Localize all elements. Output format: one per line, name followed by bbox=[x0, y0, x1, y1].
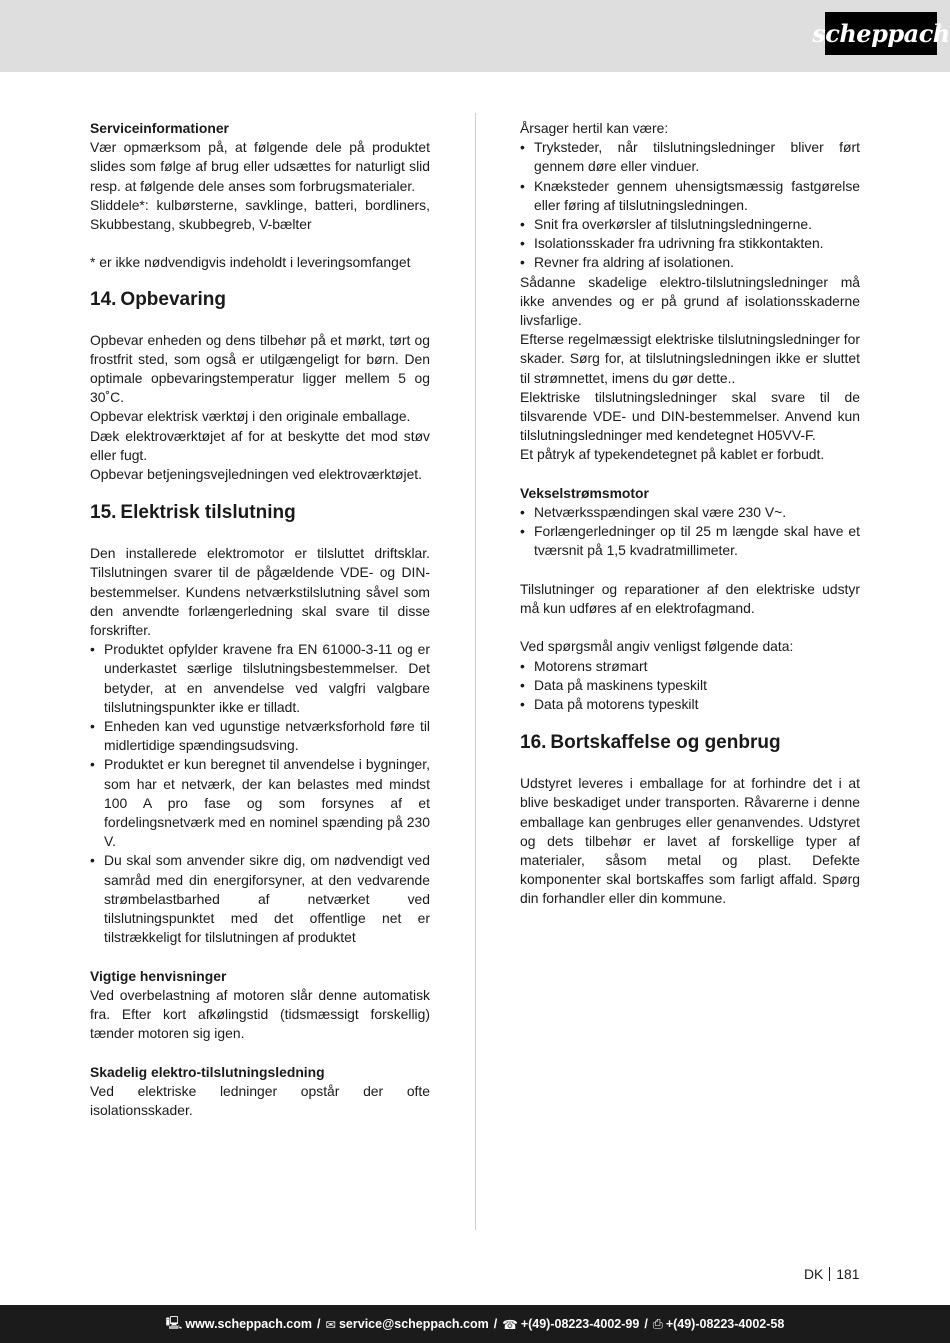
header-band bbox=[0, 0, 950, 72]
section-number: 16. bbox=[520, 732, 547, 754]
list-item: • Motorens strømart bbox=[520, 657, 860, 676]
damaged-cable-text: Ved elektriske ledninger opstår der ofte isolationsskader. bbox=[90, 1082, 430, 1119]
list-item: • Netværksspændingen skal være 230 V~. bbox=[520, 503, 860, 522]
list-item: • Produktet er kun beregnet til anvendelse i bygninger, som har et netværk, der kan belastes med mindst 100 A pro fase og som forsynes af et fordelingsnetværk med en nominel spænding på 230 V. bbox=[90, 755, 430, 851]
list-item: • Produktet opfylder kravene fra EN 61000-3-11 og er underkastet særlige tilslutningsbestemmelser. Det betyder, at en anvendelse ved valgfri valgbare tilslutningspunkter ikke er tilladt. bbox=[90, 640, 430, 717]
section-title: Opbevaring bbox=[120, 288, 226, 310]
questions-list bbox=[520, 657, 860, 715]
footer-separator: / bbox=[644, 1317, 648, 1331]
email-icon: ✉ bbox=[325, 1317, 336, 1332]
causes-intro: Årsager hertil kan være: bbox=[520, 120, 669, 136]
section-15-heading bbox=[90, 500, 430, 526]
ac-motor-heading: Vekselstrømsmotor bbox=[520, 484, 649, 501]
footer-email[interactable]: service@scheppach.com bbox=[338, 1317, 489, 1331]
storage-paragraph: Opbevar betjeningsvejledningen ved elektroværktøjet. bbox=[90, 466, 423, 483]
storage-paragraph: Dæk elektroværktøjet af for at beskytte det mod støv eller fugt. bbox=[90, 427, 430, 463]
list-item: • Forlængerledninger op til 25 m længde skal have et tværsnit på 1,5 kvadratmillimeter. bbox=[520, 522, 860, 560]
cable-paragraph: Efterse regelmæssigt elektriske tilslutningsledninger for skader. Sørg for, at tilslutningsledningen ikke er sluttet til strømnettet, imens du gør dette.. bbox=[520, 331, 860, 386]
phone-icon: ☎ bbox=[502, 1317, 518, 1332]
footer-phone: +(49)-08223-4002-99 bbox=[520, 1317, 640, 1331]
list-item: • Isolationsskader fra udrivning fra stikkontakten. bbox=[520, 234, 860, 253]
important-text: Ved overbelastning af motoren slår denne automatisk fra. Efter kort afkølingstid (tidsmæssigt forskellig) tænder motoren sig igen. bbox=[90, 986, 430, 1042]
list-item: • Data på motorens typeskilt bbox=[520, 695, 860, 714]
ac-motor-bullets bbox=[520, 503, 860, 561]
section-14-heading bbox=[90, 287, 430, 313]
service-heading: Serviceinformationer bbox=[90, 120, 229, 136]
questions-intro: Ved spørgsmål angiv venligst følgende data: bbox=[520, 638, 794, 655]
list-item: • Knæksteder gennem uhensigtsmæssig fastgørelse eller føring af tilslutningsledningen. bbox=[520, 177, 860, 215]
section-title: Elektrisk tilslutning bbox=[120, 502, 296, 524]
service-text: Vær opmærksom på, at følgende dele på produktet slides som følge af brug eller udsættes for naturligt slid resp. at følgende dele anses som forbrugsmaterialer. bbox=[90, 139, 430, 194]
electrical-intro: Den installerede elektromotor er tilsluttet driftsklar. Tilslutningen svarer til de pågældende VDE- og DIN-bestemmelser. Kundens netværkstilslutning såvel som den anvendte forlængerledning skal svare til disse forskrifter. bbox=[90, 545, 430, 639]
section-title: Bortskaffelse og genbrug bbox=[550, 732, 781, 754]
causes-list bbox=[520, 138, 860, 272]
column-divider bbox=[475, 113, 476, 1230]
fax-icon: ⎙ bbox=[652, 1316, 663, 1331]
footer-fax: +(49)-08223-4002-58 bbox=[665, 1317, 785, 1331]
list-item: • Du skal som anvender sikre dig, om nødvendigt ved samråd med din energiforsyner, at den vedvarende strømbelastbarhed af netværket ved tilslutningspunktet med det offentlige net er tilstrækkeligt for tilslutningen af produktet bbox=[90, 851, 430, 947]
section-number: 15. bbox=[90, 502, 117, 524]
footer-bar bbox=[0, 1305, 950, 1343]
section-16-heading bbox=[520, 730, 860, 756]
list-item: • Tryksteder, når tilslutningsledninger bliver ført gennem døre eller vinduer. bbox=[520, 138, 860, 176]
electrical-bullets bbox=[90, 640, 430, 947]
storage-paragraph: Opbevar enheden og dens tilbehør på et mørkt, tørt og frostfrit sted, som også er utilgængeligt for børn. Den optimale opbevaringstemperatur ligger mellem 5 og 30˚C. bbox=[90, 331, 430, 406]
footer-website[interactable]: www.scheppach.com bbox=[185, 1317, 313, 1331]
footer-separator: / bbox=[493, 1317, 498, 1331]
section-number: 14. bbox=[90, 288, 117, 310]
service-parts: Sliddele*: kulbørsterne, savklinge, batteri, bordliners, Skubbestang, skubbegreb, V-bælter bbox=[90, 196, 430, 233]
brand-logo: scheppach bbox=[825, 12, 937, 55]
footer-separator: / bbox=[317, 1317, 321, 1331]
page-number-separator bbox=[829, 1267, 830, 1281]
page-number-value: 181 bbox=[836, 1266, 860, 1282]
repair-text: Tilslutninger og reparationer af den elektriske udstyr må kun udføres af en elektrofagmand. bbox=[520, 580, 860, 617]
important-heading: Vigtige henvisninger bbox=[90, 967, 227, 984]
right-column bbox=[520, 119, 860, 909]
page-lang: DK bbox=[804, 1266, 824, 1282]
cable-paragraph: Et påtryk af typekendetegnet på kablet er forbudt. bbox=[520, 446, 825, 463]
list-item: • Revner fra aldring af isolationen. bbox=[520, 253, 860, 272]
cable-paragraph: Sådanne skadelige elektro-tilslutningsledninger må ikke anvendes og er på grund af isolationsskaderne livsfarlige. bbox=[520, 273, 860, 329]
left-column bbox=[90, 119, 430, 1120]
list-item: • Enheden kan ved ugunstige netværksforhold føre til midlertidige spændingsudsving. bbox=[90, 717, 430, 755]
disposal-text: Udstyret leveres i emballage for at forhindre det i at blive beskadiget under transporten. Råvarerne i denne emballage kan genbruges eller genanvendes. Udstyret og dets tilbehør er lavet af forskellige typer af materialer, såsom metal og plast. Defekte komponenter skal bortskaffes som farligt affald. Spørg din forhandler eller din kommune. bbox=[520, 775, 860, 907]
list-item: • Snit fra overkørsler af tilslutningsledningerne. bbox=[520, 215, 860, 234]
computer-icon: 🖳 bbox=[165, 1315, 183, 1330]
list-item: • Data på maskinens typeskilt bbox=[520, 676, 860, 695]
storage-paragraph: Opbevar elektrisk værktøj i den originale emballage. bbox=[90, 408, 411, 425]
footnote: * er ikke nødvendigvis indeholdt i leveringsomfanget bbox=[90, 254, 411, 271]
page-number bbox=[804, 1265, 859, 1283]
damaged-cable-heading: Skadelig elektro-tilslutningsledning bbox=[90, 1063, 325, 1080]
cable-paragraph: Elektriske tilslutningsledninger skal svare til de tilsvarende VDE- und DIN-bestemmelser. Anvend kun tilslutningsledninger med kendetegnet H05VV-F. bbox=[520, 388, 860, 444]
